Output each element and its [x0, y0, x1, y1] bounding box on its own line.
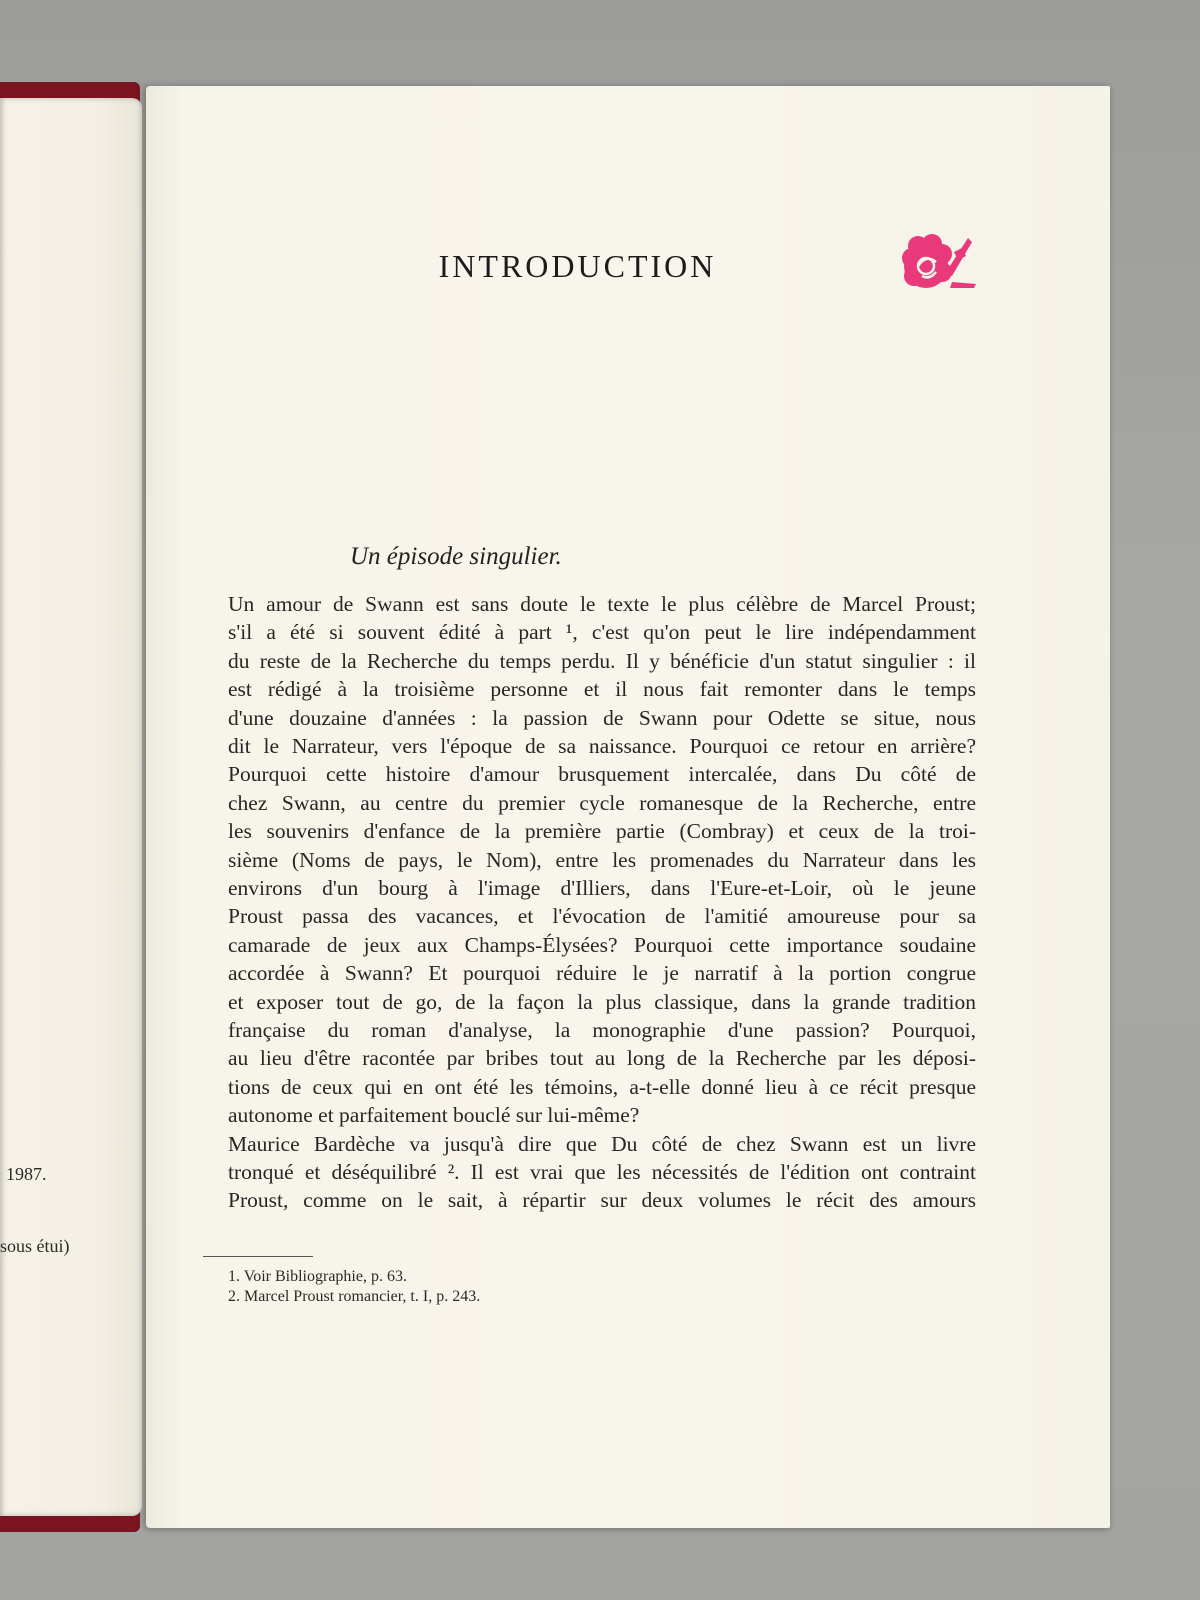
body-line: au lieu d'être racontée par bribes tout au long de la Recherche par les déposi-: [228, 1046, 976, 1071]
footnote-2: 2. Marcel Proust romancier, t. I, p. 243.: [228, 1288, 481, 1305]
body-line: s'il a été si souvent édité à part ¹, c'est qu'on peut le lire indépendamment: [228, 620, 976, 645]
body-line: dit le Narrateur, vers l'époque de sa naissance. Pourquoi ce retour en arrière?: [228, 734, 976, 758]
body-line: camarade de jeux aux Champs-Élysées? Pourquoi cette importance soudaine: [228, 932, 976, 957]
body-line: les souvenirs d'enfance de la première partie (Combray) et ceux de la troi-: [228, 819, 976, 844]
body-line: environs d'un bourg à l'image d'Illiers, dans l'Eure-et-Loir, où le jeune: [228, 876, 976, 900]
body-line: Un amour de Swann est sans doute le texte le plus célèbre de Marcel Proust;: [228, 592, 976, 616]
flower-emblem-icon: [896, 232, 978, 298]
left-page-year: 1987.: [6, 1164, 47, 1184]
body-line: autonome et parfaitement bouclé sur lui-même?: [228, 1103, 640, 1128]
body-line: du reste de la Recherche du temps perdu. Il y bénéficie d'un statut singulier : il: [228, 648, 976, 673]
body-line: tions de ceux qui en ont été les témoins, a-t-elle donné lieu à ce récit presque: [228, 1074, 976, 1099]
footnote-rule: [203, 1256, 313, 1257]
body-line: accordée à Swann? Et pourquoi réduire le je narratif à la portion congrue: [228, 961, 976, 986]
left-page-case-note: sous étui): [0, 1236, 70, 1256]
body-line: et exposer tout de go, de la façon la plus classique, dans la grande tradition: [228, 989, 976, 1014]
body-line: est rédigé à la troisième personne et il nous fait remonter dans le temps: [228, 677, 976, 702]
body-line: Pourquoi cette histoire d'amour brusquement intercalée, dans Du côté de: [228, 762, 976, 787]
body-line: française du roman d'analyse, la monographie d'une passion? Pourquoi,: [228, 1018, 976, 1042]
body-line: Maurice Bardèche va jusqu'à dire que Du côté de chez Swann est un livre: [228, 1131, 976, 1156]
body-line: tronqué et déséquilibré ². Il est vrai que les nécessités de l'édition ont contraint: [228, 1160, 976, 1184]
body-line: sième (Noms de pays, le Nom), entre les promenades du Narrateur dans les: [228, 847, 976, 872]
body-line: d'une douzaine d'années : la passion de Swann pour Odette se situe, nous: [228, 705, 976, 730]
left-page: [0, 98, 142, 1516]
footnote-1: 1. Voir Bibliographie, p. 63.: [228, 1268, 407, 1285]
body-line: Proust, comme on le sait, à répartir sur deux volumes le récit des amours: [228, 1188, 976, 1213]
section-heading: Un épisode singulier.: [350, 543, 562, 570]
body-line: chez Swann, au centre du premier cycle romanesque de la Recherche, entre: [228, 790, 976, 815]
page-title: INTRODUCTION: [438, 248, 717, 284]
body-line: Proust passa des vacances, et l'évocation de l'amitié amoureuse pour sa: [228, 904, 976, 929]
